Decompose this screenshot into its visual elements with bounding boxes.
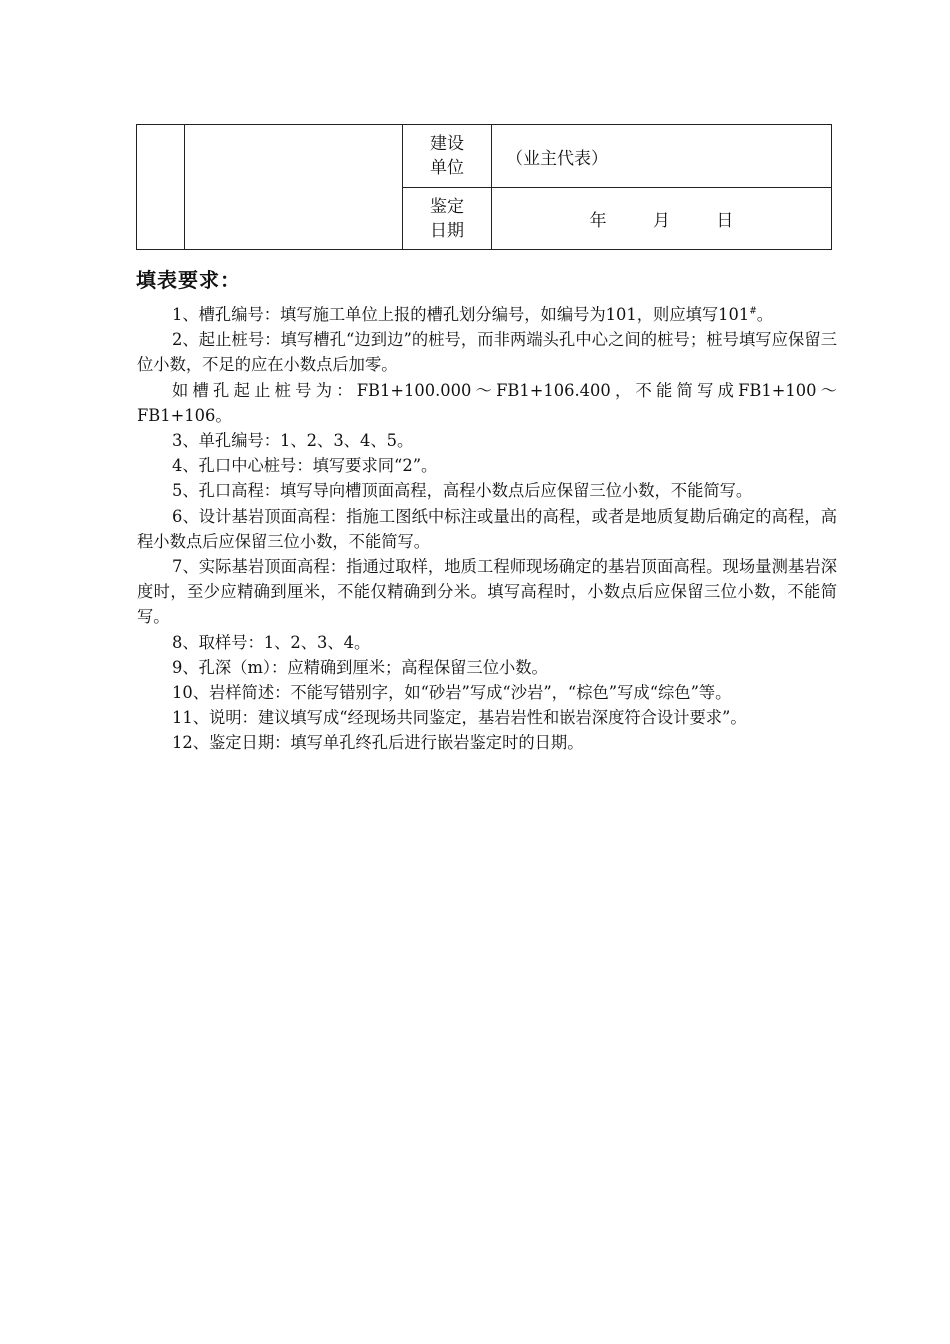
requirement-item: 2、起止桩号：填写槽孔“边到边”的桩号，而非两端头孔中心之间的桩号；桩号填写应保留三位小数，不足的应在小数点后加零。 [137,330,837,375]
date-day: 日 [716,211,734,231]
requirement-item: 6、设计基岩顶面高程：指施工图纸中标注或量出的高程，或者是地质复勘后确定的高程，高程小数点后应保留三位小数，不能简写。 [137,506,837,551]
requirement-item: 如槽孔起止桩号为：FB1+100.000～FB1+106.400，不能简写成FB1+100～FB1+106。 [137,380,837,425]
requirement-item: 4、孔口中心桩号：填写要求同“2”。 [172,456,438,476]
table-row [137,125,832,188]
requirement-item: 10、岩样简述：不能写错别字，如“砂岩”写成“沙岩”，“棕色”写成“综色”等。 [172,683,732,703]
label-line: 建设 [430,134,464,154]
requirement-item: 8、取样号：1、2、3、4。 [172,632,371,652]
label-line: 日期 [430,220,464,241]
requirements-list [137,302,837,756]
label-line: 鉴定 [430,196,464,217]
requirement-end: 。 [756,305,774,324]
requirement-item: 3、单孔编号：1、2、3、4、5。 [172,431,414,451]
requirement-item: 9、孔深（m）：应精确到厘米；高程保留三位小数。 [172,657,548,677]
requirement-item: 7、实际基岩顶面高程：指通过取样，地质工程师现场确定的基岩顶面高程。现场量测基岩深度时，至少应精确到厘米，不能仅精确到分米。填写高程时，小数点后应保留三位小数，不能简写。 [137,557,837,627]
superscript-mark: # [749,306,757,317]
requirements-title: 填表要求： [136,268,241,292]
blank-cell [185,125,403,250]
requirement-item [137,302,837,327]
appraisal-date-field[interactable] [492,188,832,250]
construction-unit-label [403,125,492,188]
date-year: 年 [589,211,607,231]
date-month: 月 [653,211,670,231]
label-line: 单位 [430,158,464,178]
requirement-item: 5、孔口高程：填写导向槽顶面高程，高程小数点后应保留三位小数，不能简写。 [172,481,753,501]
requirement-item: 12、鉴定日期：填写单孔终孔后进行嵌岩鉴定时的日期。 [172,733,584,753]
owner-representative-field[interactable]: （业主代表） [492,125,832,188]
blank-cell [137,125,185,250]
requirement-item: 11、说明：建议填写成“经现场共同鉴定，基岩岩性和嵌岩深度符合设计要求”。 [172,708,747,728]
requirement-text: 1、槽孔编号：填写施工单位上报的槽孔划分编号，如编号为101，则应填写101 [172,305,750,324]
signature-table [136,124,832,250]
appraisal-date-label [403,188,492,250]
